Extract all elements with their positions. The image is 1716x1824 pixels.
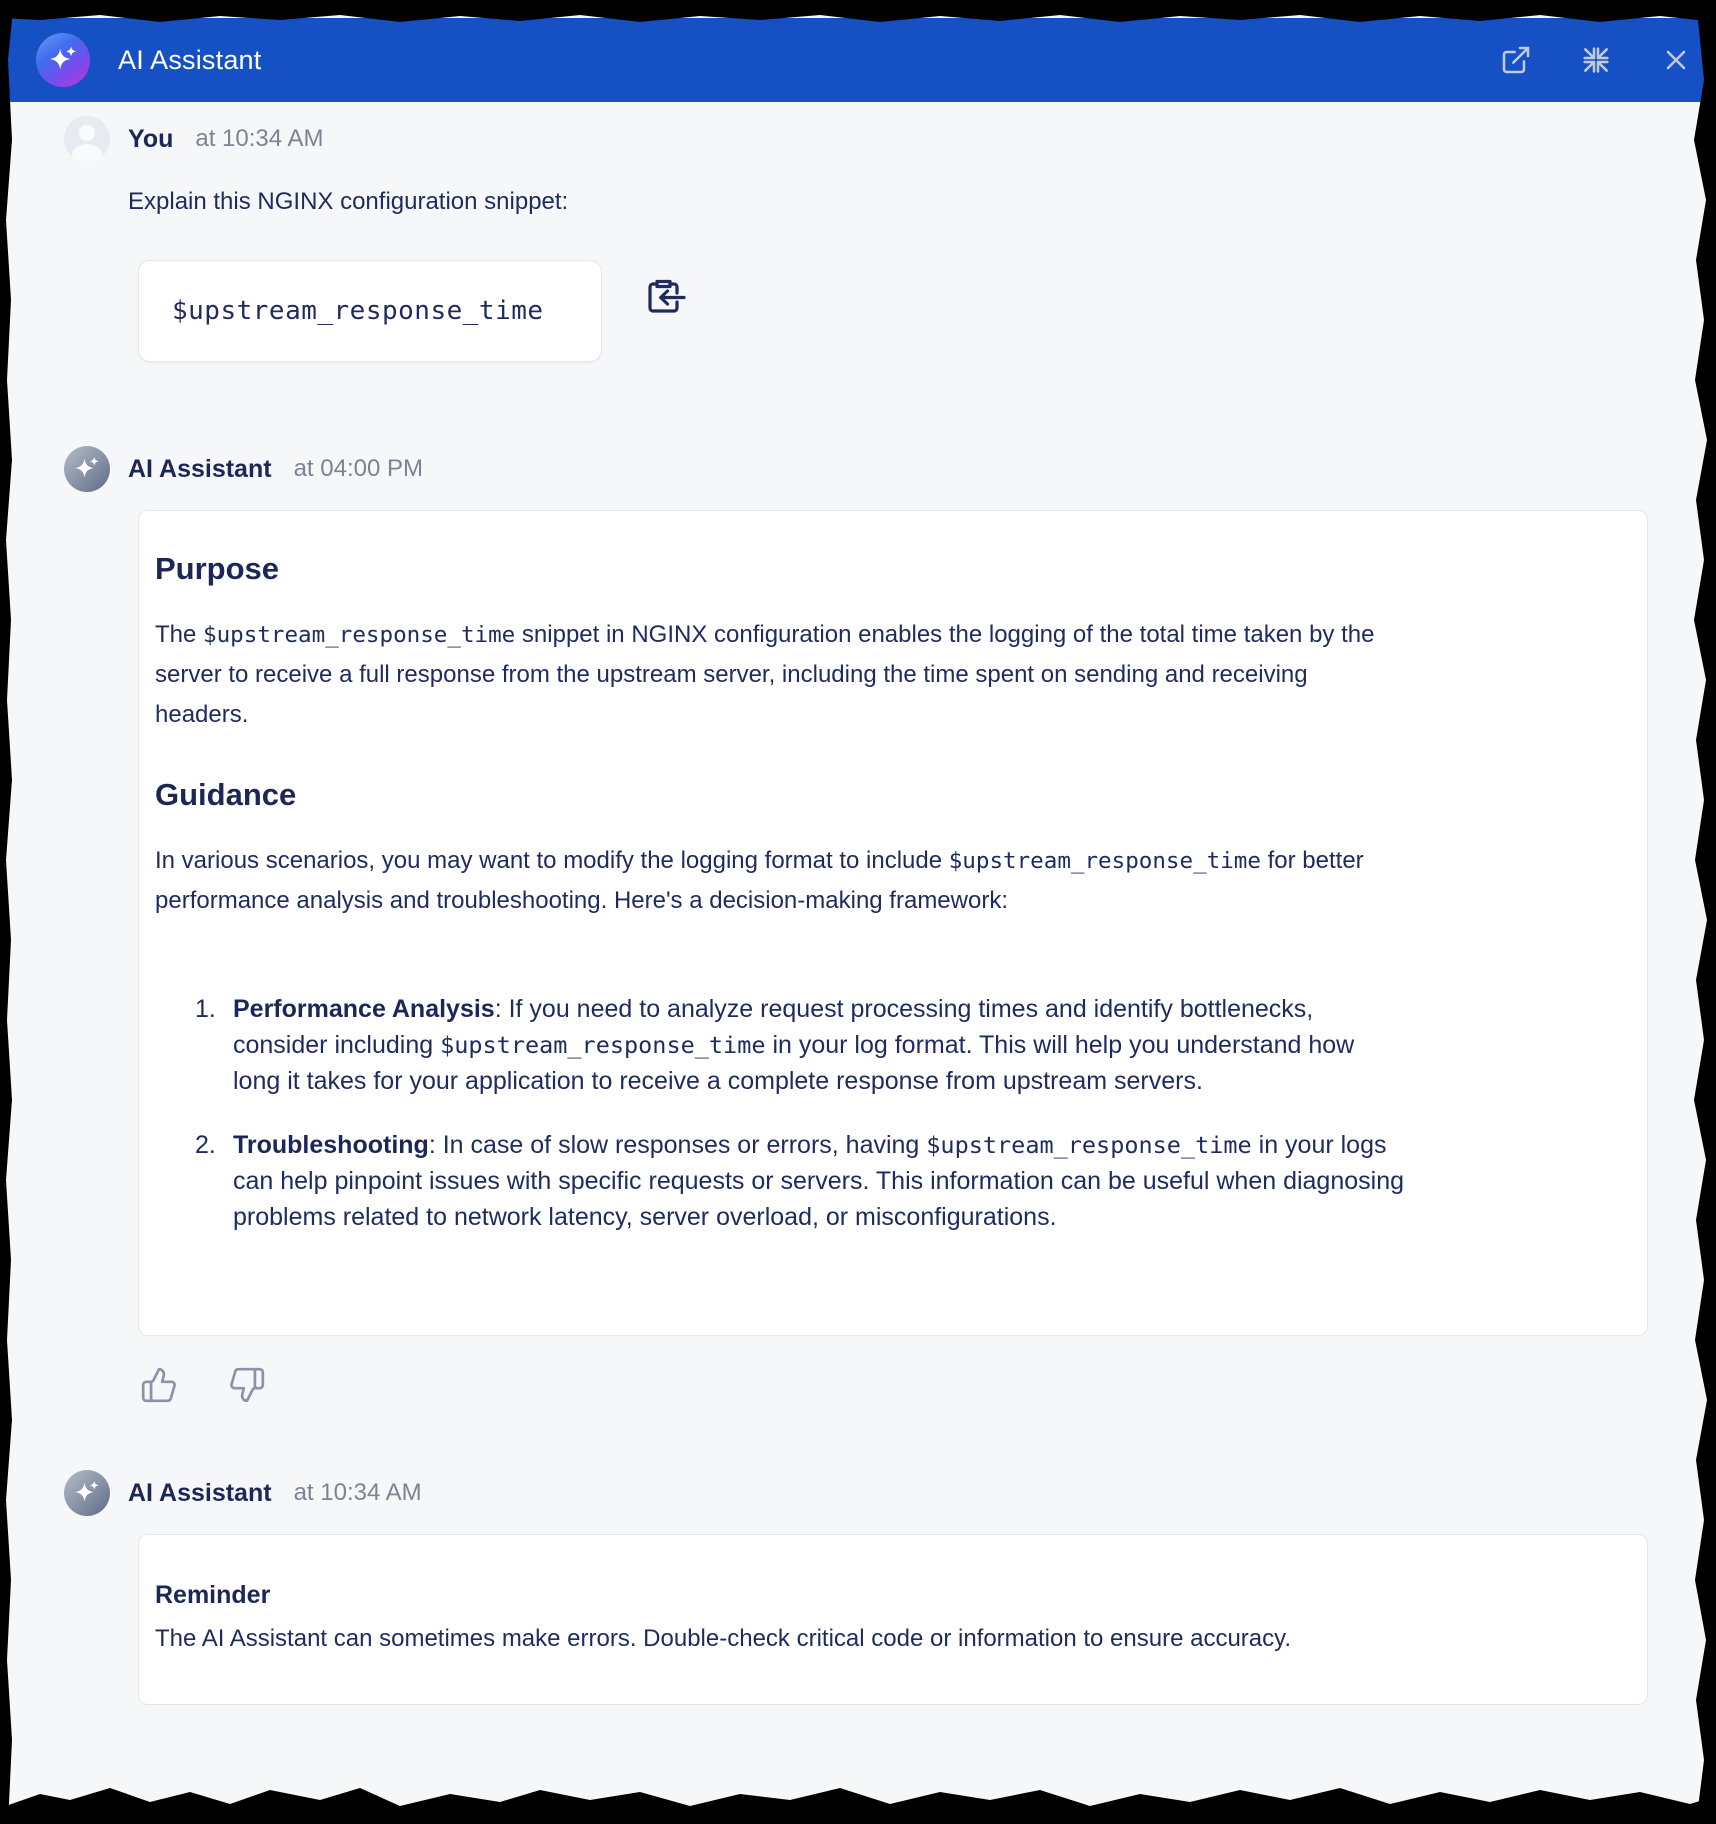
thumbs-up-icon bbox=[140, 1366, 178, 1404]
purpose-heading: Purpose bbox=[155, 551, 280, 586]
header-bar bbox=[0, 18, 1716, 102]
guidance-heading: Guidance bbox=[155, 777, 297, 812]
feedback-row bbox=[140, 1366, 1686, 1404]
thumbs-up-button[interactable] bbox=[140, 1366, 178, 1404]
message-header bbox=[64, 1470, 1686, 1516]
sender-name: AI Assistant bbox=[128, 1478, 272, 1507]
person-icon bbox=[79, 125, 95, 141]
list-item-text: Troubleshooting: In case of slow responses or errors, having $upstream_response_time in your logs can help pinpoint issues with specific requests or servers. This information can be useful when diagnosing problems related to network latency, server overload, or misconfigurations. bbox=[233, 1131, 1405, 1231]
timestamp: at 10:34 AM bbox=[195, 125, 324, 152]
collapse-button[interactable] bbox=[1580, 44, 1612, 76]
list-number: 2. bbox=[195, 1131, 216, 1159]
paste-code-button[interactable] bbox=[642, 276, 686, 316]
paste-code-icon bbox=[642, 276, 686, 316]
ai-sparkle-icon bbox=[70, 452, 104, 486]
thumbs-down-button[interactable] bbox=[228, 1366, 266, 1404]
message-header bbox=[64, 116, 1686, 162]
sender-name: AI Assistant bbox=[128, 454, 272, 483]
list-item-text: Performance Analysis: If you need to analyze request processing times and identify bottlenecks, consider including $upstream_response_time in your log format. This will help you understand how long it takes for your application to receive a complete response from upstream servers. bbox=[233, 995, 1355, 1095]
list-item bbox=[195, 1127, 1407, 1235]
timestamp: at 10:34 AM bbox=[293, 1479, 422, 1506]
ai-avatar bbox=[64, 446, 110, 492]
open-in-new-window-button[interactable] bbox=[1500, 44, 1532, 76]
timestamp: at 04:00 PM bbox=[293, 455, 423, 482]
guidance-paragraph: In various scenarios, you may want to modify the logging format to include $upstream_response_time for better performance analysis and troubleshooting. Here's a decision-making framework: bbox=[155, 847, 1364, 914]
answer-card bbox=[138, 510, 1648, 1336]
close-button[interactable] bbox=[1660, 44, 1692, 76]
reminder-text: The AI Assistant can sometimes make errors. Double-check critical code or information to ensure accuracy. bbox=[155, 1625, 1292, 1652]
header-actions bbox=[1500, 44, 1692, 76]
decision-framework-list bbox=[195, 991, 1407, 1235]
reminder-card bbox=[138, 1534, 1648, 1705]
prompt-text: Explain this NGINX configuration snippet: bbox=[128, 188, 569, 215]
message-header bbox=[64, 446, 1686, 492]
collapse-icon bbox=[1580, 44, 1612, 76]
user-avatar bbox=[64, 116, 110, 162]
code-snippet-text: $upstream_response_time bbox=[172, 296, 544, 326]
list-item bbox=[195, 991, 1407, 1099]
open-in-new-window-icon bbox=[1500, 44, 1532, 76]
list-number: 1. bbox=[195, 995, 216, 1023]
close-icon bbox=[1660, 44, 1692, 76]
code-snippet-box bbox=[138, 260, 602, 362]
ai-sparkle-icon bbox=[70, 1476, 104, 1510]
header-title: AI Assistant bbox=[118, 44, 262, 75]
thumbs-down-icon bbox=[228, 1366, 266, 1404]
sender-name: You bbox=[128, 124, 174, 153]
sparkle-icon bbox=[44, 41, 82, 79]
message-user bbox=[64, 102, 1686, 362]
message-assistant-answer bbox=[64, 446, 1686, 1404]
assistant-logo bbox=[36, 33, 90, 87]
chat-area bbox=[64, 102, 1686, 1705]
ai-avatar bbox=[64, 1470, 110, 1516]
purpose-paragraph: The $upstream_response_time snippet in NGINX configuration enables the logging of the total time taken by the server to receive a full response from the upstream server, including the time spent on sending and receiving headers. bbox=[155, 621, 1375, 728]
message-assistant-reminder bbox=[64, 1470, 1686, 1705]
reminder-title: Reminder bbox=[155, 1581, 271, 1609]
